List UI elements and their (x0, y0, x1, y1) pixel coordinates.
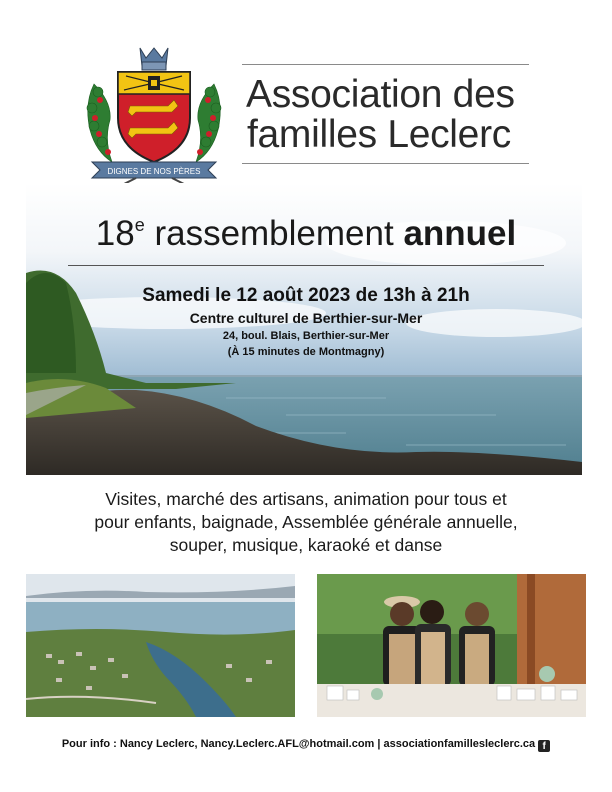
contact-footer (0, 738, 612, 752)
association-title-line1: Association des (246, 73, 515, 116)
event-venue: Centre culturel de Berthier-sur-Mer (189, 310, 423, 326)
contact-info-text: Pour info : Nancy Leclerc, Nancy.Leclerc.AFL@hotmail.com | associationfamillesleclerc.ca (61, 738, 536, 750)
header-rule-top (242, 64, 529, 65)
event-ordinal-suffix: e (134, 215, 145, 235)
event-heading (0, 204, 612, 255)
header-rule-bottom (242, 163, 529, 164)
aerial-village-photo (26, 574, 295, 717)
family-crest-icon (80, 44, 228, 186)
association-title-line2: familles Leclerc (247, 113, 511, 156)
event-distance: (À 15 minutes de Montmagny) (227, 346, 385, 358)
event-ordinal: 18 (95, 214, 135, 253)
event-address: 24, boul. Blais, Berthier-sur-Mer (222, 330, 390, 342)
artisan-market-photo (317, 574, 586, 717)
crest-motto: DIGNES DE NOS PÈRES (107, 167, 201, 176)
activities-line-1: Visites, marché des artisans, animation pour tous et (105, 489, 507, 509)
event-heading-bold: annuel (403, 214, 517, 253)
event-date: Samedi le 12 août 2023 de 13h à 21h (142, 285, 470, 306)
activities-line-2: pour enfants, baignade, Assemblée générale annuelle, (94, 512, 518, 532)
activities-line-3: souper, musique, karaoké et danse (169, 535, 443, 555)
facebook-icon[interactable]: f (538, 740, 550, 752)
hero-divider (68, 265, 544, 266)
event-heading-middle: rassemblement (144, 214, 404, 253)
